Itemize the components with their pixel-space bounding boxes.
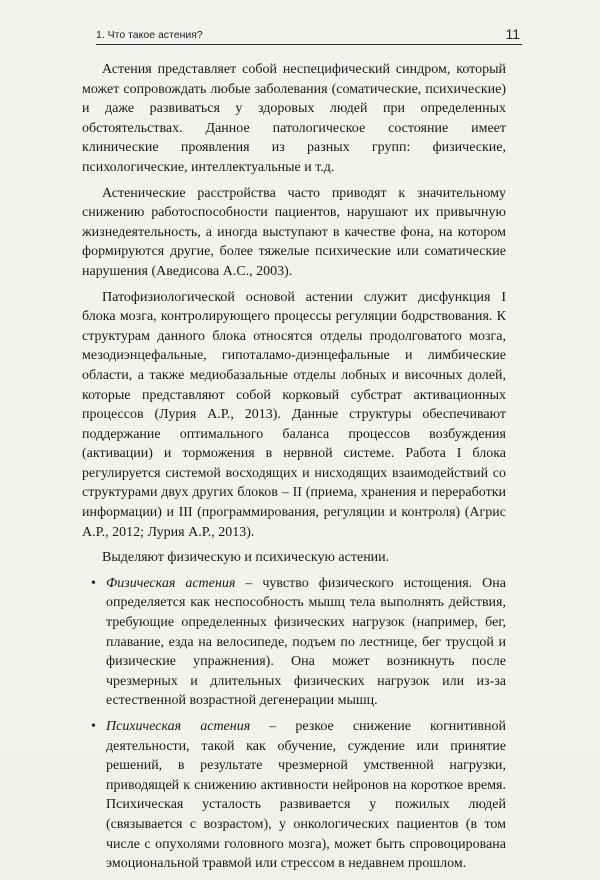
list-item bbox=[82, 717, 506, 874]
paragraph: Патофизиологической основой астении служит дисфункция I блока мозга, контролирующего процессы регуляции бодрствования. К структурам данного блока относятся отделы продолговатого мозга, мезодиэнцефальные, гипоталамо-диэнцефальные и лимбические области, а также медиобазальные отделы лобных и височных долей, которые представляют собой корковый субстрат активационных процессов (Лурия А.Р., 2013). Данные структуры обеспечивают поддержание оптимального баланса процессов возбуждения (активации) и торможения в нервной системе. Работа I блока регулируется системой восходящих и нисходящих взаимодействий со структурами двух других блоков – II (приема, хранения и переработки информации) и III (программирования, регуляции и контроля) (Агрис А.Р., 2012; Лурия А.Р., 2013). bbox=[82, 289, 506, 540]
body-text bbox=[82, 60, 506, 880]
paragraph: Выделяют физическую и психическую астении. bbox=[102, 550, 390, 566]
list-item-text: – резкое снижение когнитивной деятельности, такой как обучение, суждение или принятие решений, в результате чрезмерной умственной нагрузки, приводящей к снижению активности нейронов на короткое время. Психическая усталость развивается у пожилых людей (связывается с возрастом), у онкологических пациентов (в том числе с опухолями головного мозга), может быть спровоцирована эмоциональной травмой или стрессом в недавнем прошлом. bbox=[106, 719, 506, 872]
running-header bbox=[96, 14, 522, 45]
chapter-title: 1. Что такое астения? bbox=[96, 29, 203, 41]
list-item-text: – чувство физического истощения. Она определяется как неспособность мышц тела выполнять действия, требующие определенных физических нагрузок (например, бег, плавание, езда на велосипеде, подъем по лестнице, бег трусцой и физические упражнения). Она может возникнуть после чрезмерных и длительных физических нагрузок или из-за естественной возрастной дегенерации мышц. bbox=[106, 575, 506, 709]
list-item bbox=[82, 574, 506, 711]
paragraph: Астения представляет собой неспецифический синдром, который может сопровождать любые заболевания (соматические, психические) и даже развиваться у здоровых людей при определенных обстоятельствах. Данное патологическое состояние имеет клинические проявления из разных групп: физические, психологические, интеллектуальные и т.д. bbox=[82, 62, 506, 175]
term-physical-asthenia: Физическая астения bbox=[106, 575, 236, 591]
bullet-marker: • bbox=[91, 719, 96, 734]
bullet-list bbox=[82, 574, 506, 874]
page-number: 11 bbox=[505, 26, 520, 42]
bullet-marker: • bbox=[91, 575, 96, 591]
paragraph: Астенические расстройства часто приводят к значительному снижению работоспособности пациентов, нарушают их привычную жизнедеятельность, а иногда выступают в качестве фона, на котором формируются другие, более тяжелые психические или соматические нарушения (Аведисова А.С., 2003). bbox=[82, 185, 506, 279]
term-mental-asthenia: Психическая астения bbox=[106, 719, 251, 734]
